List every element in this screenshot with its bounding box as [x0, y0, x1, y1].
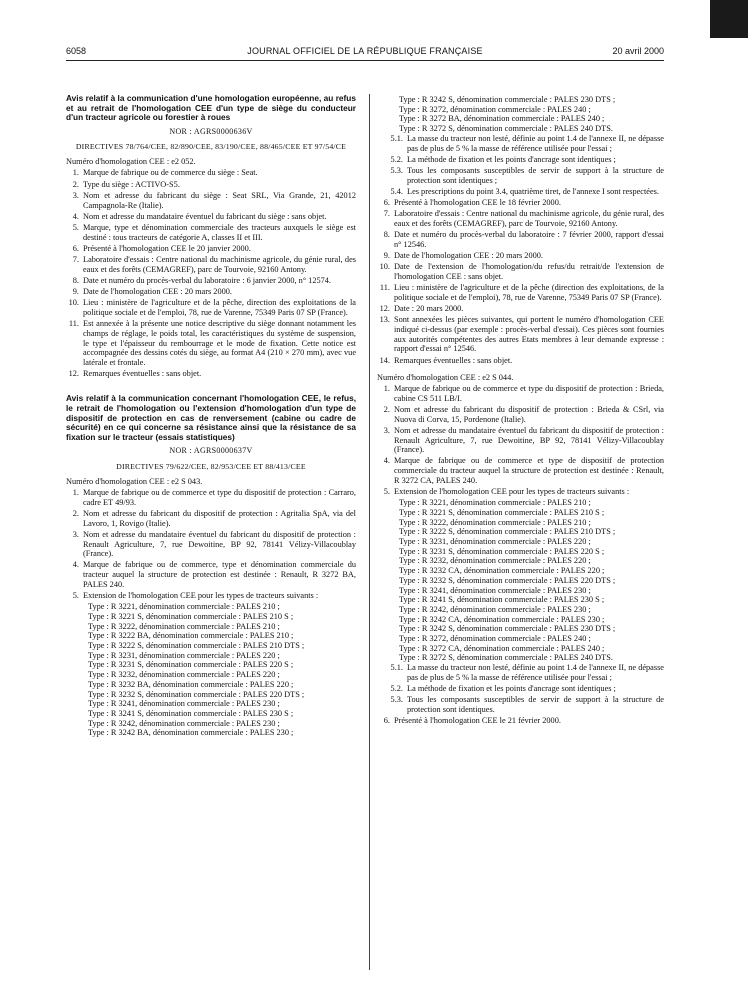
sub-item: [377, 684, 664, 694]
notice-items: [66, 168, 356, 379]
item-number: 4.: [72, 211, 79, 221]
left-column: [66, 94, 356, 738]
item-number: 3.: [383, 425, 390, 435]
journal-title: JOURNAL OFFICIEL DE LA RÉPUBLIQUE FRANÇAISE: [247, 46, 483, 56]
item-text: Marque, type et dénomination commerciale des tracteurs auxquels le siège est destiné : tous tracteurs de catégorie A, classes II et III.: [83, 222, 356, 242]
item-number: 2.: [72, 179, 79, 189]
item-text: Marque de fabrique ou de commerce du siège : Seat.: [83, 168, 258, 178]
tractor-type: Type : R 3232, dénomination commerciale : PALES 220 ;: [88, 670, 280, 680]
item-number: 5.3.: [390, 695, 403, 705]
item-number: 1.: [383, 383, 390, 393]
tractor-type: Type : R 3272 BA, dénomination commerciale : PALES 240 ;: [399, 114, 605, 124]
tractor-type: Type : R 3272, dénomination commerciale : PALES 240 ;: [399, 104, 591, 114]
numbered-item: [66, 560, 356, 589]
sub-item: [377, 663, 664, 682]
item-text: Nom et adresse du mandataire éventuel du fabricant du dispositif de protection : Renault Agriculture, 7, rue Dewoitine, BP 92, 78141 Vélizy-Villacoublay (France).: [394, 425, 664, 455]
sub-item: [377, 134, 664, 153]
numbered-item: [377, 304, 664, 314]
numbered-item: [377, 405, 664, 424]
tractor-type: Type : R 3272 S, dénomination commerciale : PALES 240 DTS.: [399, 653, 613, 663]
tractor-type: Type : R 3231, dénomination commerciale : PALES 220 ;: [88, 650, 280, 660]
numbered-item: [66, 255, 356, 274]
item-number: 5.1.: [390, 663, 403, 673]
numbered-item: [66, 530, 356, 559]
tractor-type: Type : R 3232 BA, dénomination commerciale : PALES 220 ;: [88, 679, 294, 689]
item-text: Marque de fabrique ou de commerce et type de dispositif de protection commerciale du tracteur auquel la structure de protection est destinée : Renault, R 3272 CA, PALES 240.: [394, 456, 664, 485]
item-number: 3.: [72, 529, 79, 539]
item-number: 10.: [68, 298, 79, 308]
item-number: 9.: [72, 287, 79, 297]
notice-items: [66, 488, 356, 601]
item-number: 5.4.: [390, 186, 403, 196]
item-number: 5.2.: [390, 154, 403, 164]
numbered-item: [66, 168, 356, 178]
homologation-number: Numéro d'homologation CEE : e2 S 043.: [66, 476, 203, 486]
tractor-type: Type : R 3241, dénomination commerciale : PALES 230 ;: [399, 585, 591, 595]
item-text: Date : 20 mars 2000.: [394, 304, 464, 314]
item-text: Laboratoire d'essais : Centre national du machinisme agricole, du génie rural, des eaux et des forêts (CEMAGREF), parc de Tourvoie, 92160 Antony.: [83, 255, 356, 274]
tractor-type: Type : R 3231 S, dénomination commerciale : PALES 220 S ;: [399, 546, 605, 556]
sub-item: [377, 155, 664, 165]
item-number: 5.1.: [390, 133, 403, 143]
tractor-type: Type : R 3221 S, dénomination commerciale : PALES 210 S ;: [399, 507, 605, 517]
item-text: Marque de fabrique ou de commerce, type et dénomination commerciale du tracteur auquel la structure de protection est destinée : Renault, R 3272 BA, PALES 240.: [83, 560, 356, 589]
item-number: 3.: [72, 190, 79, 200]
tractor-type: Type : R 3222 BA, dénomination commerciale : PALES 210 ;: [88, 631, 294, 641]
numbered-item: [377, 315, 664, 354]
item-text: Est annexée à la présente une notice descriptive du siège donnant notamment les champs de réglage, le poids total, les caractéristiques du système de suspension, le type et l'épaisseur du rembourrage et le mode de fixation. Cette notice est accompagnée des dessins cotés du siège, au format A4 (210 × 270 mm), avec vue latérale et frontale.: [83, 319, 356, 368]
numbered-item: [377, 716, 664, 726]
item-number: 2.: [72, 508, 79, 518]
item-number: 13.: [379, 315, 390, 325]
notice-items: [377, 384, 664, 497]
item-text: Présenté à l'homologation CEE le 20 janvier 2000.: [83, 243, 251, 253]
directives: DIRECTIVES 78/764/CEE, 82/890/CEE, 83/190/CEE, 88/465/CEE ET 97/54/CE: [75, 142, 347, 152]
item-number: 8.: [72, 275, 79, 285]
tractor-type: Type : R 3231, dénomination commerciale : PALES 220 ;: [399, 537, 591, 547]
item-number: 5.: [72, 591, 79, 601]
nor-reference: NOR : AGRS0000637V: [169, 446, 253, 456]
tractor-type-list: [377, 498, 664, 663]
corner-mark: [710, 0, 748, 38]
item-text: Tous les composants susceptibles de servir de support à la structure de protection sont identiques ;: [407, 165, 664, 185]
item-text: Présenté à l'homologation CEE le 21 février 2000.: [394, 716, 561, 726]
numbered-item: [377, 283, 664, 302]
item-number: 7.: [383, 209, 390, 219]
item-number: 8.: [383, 230, 390, 240]
tractor-type: Type : R 3232 S, dénomination commerciale : PALES 220 DTS ;: [88, 689, 305, 699]
item-text: Laboratoire d'essais : Centre national du machinisme agricole, du génie rural, des eaux et des forêts (CEMAGREF), parc de Tourvoie, 92160 Antony.: [394, 209, 664, 228]
item-text: Nom et adresse du mandataire éventuel du fabricant du dispositif de protection : Renault Agriculture, 7, rue Dewoitine, BP 92, 78141 Vélizy-Villacoublay (France).: [83, 529, 356, 559]
notice-title: Avis relatif à la communication concernant l'homologation CEE, le refus, le retrait de l'homologation ou l'extension d'homologation d'un type de dispositif de protection en cas de renversement (cabine ou cadre de sécurité) en ce qui concerne sa résistance ainsi que la résistance de sa fixation sur le tracteur (essais statistiques): [66, 393, 356, 442]
item-text: La méthode de fixation et les points d'ancrage sont identiques ;: [407, 154, 616, 164]
sub-item: [377, 187, 664, 197]
tractor-type: Type : R 3221 S, dénomination commerciale : PALES 210 S ;: [88, 611, 294, 621]
tractor-type: Type : R 3231 S, dénomination commerciale : PALES 220 S ;: [88, 660, 294, 670]
tractor-type: Type : R 3242 CA, dénomination commerciale : PALES 230 ;: [399, 614, 605, 624]
right-column: [377, 95, 664, 727]
numbered-item: [377, 198, 664, 208]
item-number: 10.: [379, 262, 390, 272]
item-text: Date et numéro du procès-verbal du laboratoire : 6 janvier 2000, n° 12574.: [83, 275, 331, 285]
tractor-type: Type : R 3242 S, dénomination commerciale : PALES 230 DTS ;: [399, 95, 616, 104]
item-text: Date de l'homologation CEE : 20 mars 2000.: [394, 251, 543, 261]
item-text: La masse du tracteur non lesté, définie au point 1.4 de l'annexe II, ne dépasse pas de plus de 5 % la masse de référence utilisée pour l'essai ;: [407, 133, 664, 153]
item-text: Présenté à l'homologation CEE le 18 février 2000.: [394, 198, 561, 208]
sub-items: [377, 134, 664, 197]
item-text: Date de l'extension de l'homologation/du refus/du retrait/de l'extension de l'homologation CEE : sans objet.: [394, 262, 664, 281]
tractor-type: Type : R 3221, dénomination commerciale : PALES 210 ;: [88, 602, 280, 612]
homologation-number: Numéro d'homologation CEE : e2 052.: [66, 157, 196, 167]
directives: DIRECTIVES 79/622/CEE, 82/953/CEE ET 88/413/CEE: [116, 462, 306, 472]
item-text: Remarques éventuelles : sans objet.: [394, 355, 513, 365]
tractor-type-list: [377, 95, 664, 134]
tractor-type: Type : R 3241 S, dénomination commerciale : PALES 230 S ;: [399, 595, 605, 605]
header-rule: [66, 60, 664, 61]
tractor-type: Type : R 3221, dénomination commerciale : PALES 210 ;: [399, 498, 591, 508]
tractor-type: Type : R 3242, dénomination commerciale : PALES 230 ;: [399, 604, 591, 614]
item-number: 11.: [68, 319, 79, 329]
page-number: 6058: [66, 46, 87, 56]
item-number: 6.: [383, 716, 390, 726]
item-number: 12.: [379, 304, 390, 314]
sub-items: [377, 663, 664, 715]
item-number: 14.: [379, 355, 390, 365]
tractor-type: Type : R 3242 BA, dénomination commerciale : PALES 230 ;: [88, 728, 294, 738]
numbered-item: [377, 384, 664, 403]
numbered-item: [66, 369, 356, 379]
tractor-type: Type : R 3242 S, dénomination commerciale : PALES 230 DTS ;: [399, 624, 616, 634]
sub-item: [377, 695, 664, 714]
numbered-item: [377, 356, 664, 366]
numbered-item: [66, 244, 356, 254]
item-number: 5.2.: [390, 684, 403, 694]
tractor-type: Type : R 3272, dénomination commerciale : PALES 240 ;: [399, 634, 591, 644]
item-number: 1.: [72, 168, 79, 178]
tractor-type: Type : R 3242, dénomination commerciale : PALES 230 ;: [88, 718, 280, 728]
notice-title: Avis relatif à la communication d'une homologation européenne, au refus et au retrait de l'homologation CEE d'un type de siège du conducteur d'un tracteur agricole ou forestier à roues: [66, 93, 356, 123]
tractor-type: Type : R 3222, dénomination commerciale : PALES 210 ;: [399, 517, 591, 527]
tractor-type: Type : R 3272 S, dénomination commerciale : PALES 240 DTS.: [399, 124, 613, 134]
item-number: 5.: [383, 487, 390, 497]
item-number: 5.: [72, 222, 79, 232]
tractor-type: Type : R 3232, dénomination commerciale : PALES 220 ;: [399, 556, 591, 566]
item-text: Lieu : ministère de l'agriculture et de la pêche (direction des exploitations, de la politique sociale et de l'emploi), 78, rue de Varenne, 75349 Paris 07 SP (France).: [394, 283, 664, 302]
numbered-item: [377, 230, 664, 249]
numbered-item: [66, 191, 356, 210]
homologation-number: Numéro d'homologation CEE : e2 S 044.: [377, 372, 514, 382]
numbered-item: [66, 509, 356, 528]
numbered-item: [66, 287, 356, 297]
item-number: 6.: [72, 243, 79, 253]
sub-item: [377, 166, 664, 185]
item-number: 5.3.: [390, 165, 403, 175]
numbered-item: [66, 298, 356, 317]
numbered-item: [377, 209, 664, 228]
tractor-type: Type : R 3222, dénomination commerciale : PALES 210 ;: [88, 621, 280, 631]
item-text: Date et numéro du procès-verbal du laboratoire : 7 février 2000, rapport d'essai n° 12546.: [394, 230, 664, 249]
tractor-type: Type : R 3241 S, dénomination commerciale : PALES 230 S ;: [88, 709, 294, 718]
item-number: 1.: [72, 488, 79, 498]
notice-items: [377, 198, 664, 365]
item-text: Lieu : ministère de l'agriculture et de la pêche, direction des exploitations de la politique sociale et de l'emploi, 78, rue de Varenne, 75349 Paris 07 SP (France).: [83, 298, 356, 318]
item-number: 11.: [379, 283, 390, 293]
item-text: Tous les composants susceptibles de servir de support à la structure de protection sont identiques.: [407, 695, 664, 714]
issue-date: 20 avril 2000: [612, 46, 664, 56]
item-number: 2.: [383, 404, 390, 414]
nor-reference: NOR : AGRS0000636V: [169, 126, 253, 136]
tractor-type: Type : R 3222 S, dénomination commerciale : PALES 210 DTS ;: [399, 527, 616, 537]
tractor-type-list: [66, 602, 356, 738]
item-number: 6.: [383, 198, 390, 208]
item-text: Remarques éventuelles : sans objet.: [83, 369, 202, 379]
item-text: Sont annexées les pièces suivantes, qui portent le numéro d'homologation CEE indiqué ci-dessus (par exemple : procès-verbal d'essai). Ces pièces sont fournies aux autorités compétentes des autres Etats membres à leur demande expresse : rapport d'essai n° 12546.: [394, 315, 664, 354]
item-number: 4.: [72, 560, 79, 570]
item-text: Nom et adresse du fabricant du siège : Seat SRL, Via Grande, 21, 42012 Campagnola-Re (Italie).: [83, 190, 356, 210]
item-text: Extension de l'homologation CEE pour les types de tracteurs suivants :: [83, 591, 319, 601]
tractor-type: Type : R 3241, dénomination commerciale : PALES 230 ;: [88, 699, 280, 709]
tractor-type: Type : R 3272 CA, dénomination commerciale : PALES 240 ;: [399, 643, 605, 653]
item-text: Date de l'homologation CEE : 20 mars 2000.: [83, 287, 232, 297]
tractor-type: Type : R 3232 S, dénomination commerciale : PALES 220 DTS ;: [399, 575, 616, 585]
numbered-item: [377, 456, 664, 485]
item-text: Type du siège : ACTIVO-S5.: [83, 179, 180, 189]
item-text: Extension de l'homologation CEE pour les types de tracteurs suivants :: [394, 487, 630, 497]
notice-items: [377, 716, 664, 726]
numbered-item: [377, 262, 664, 281]
numbered-item: [66, 488, 356, 507]
item-number: 12.: [68, 369, 79, 379]
numbered-item: [66, 212, 356, 222]
numbered-item: [377, 487, 664, 497]
page-header: [66, 46, 664, 60]
item-number: 4.: [383, 456, 390, 466]
item-text: La masse du tracteur non lesté, définie au point 1.4 de l'annexe II, ne dépasse pas de plus de 5 % la masse de référence utilisée pour l'essai ;: [407, 663, 664, 682]
item-text: La méthode de fixation et les points d'ancrage sont identiques ;: [407, 684, 616, 694]
numbered-item: [377, 251, 664, 261]
item-number: 7.: [72, 255, 79, 265]
numbered-item: [66, 180, 356, 190]
tractor-type: Type : R 3232 CA, dénomination commerciale : PALES 220 ;: [399, 566, 605, 576]
item-text: Marque de fabrique ou de commerce et type du dispositif de protection : Brieda, cabine CS 511 LB/I.: [394, 383, 664, 403]
numbered-item: [66, 223, 356, 242]
numbered-item: [66, 591, 356, 601]
item-text: Nom et adresse du fabricant du dispositif de protection : Agritalia SpA, via del Lavoro, 1, Rovigo (Italie).: [83, 508, 356, 528]
item-number: 9.: [383, 251, 390, 261]
tractor-type: Type : R 3222 S, dénomination commerciale : PALES 210 DTS ;: [88, 641, 305, 651]
item-text: Nom et adresse du fabricant du dispositif de protection : Brieda & CSrl, via Nuova di Corva, 15, Pordenone (Italie).: [394, 404, 664, 424]
item-text: Marque de fabrique ou de commerce et type du dispositif de protection : Carraro, cadre ET 49/93.: [83, 488, 356, 507]
item-text: Nom et adresse du mandataire éventuel du fabricant du siège : sans objet.: [83, 211, 327, 221]
numbered-item: [377, 426, 664, 455]
numbered-item: [66, 276, 356, 286]
numbered-item: [66, 319, 356, 368]
item-text: Les prescriptions du point 3.4, quatrième tiret, de l'annexe I sont respectées.: [407, 186, 659, 196]
column-divider: [369, 94, 370, 970]
